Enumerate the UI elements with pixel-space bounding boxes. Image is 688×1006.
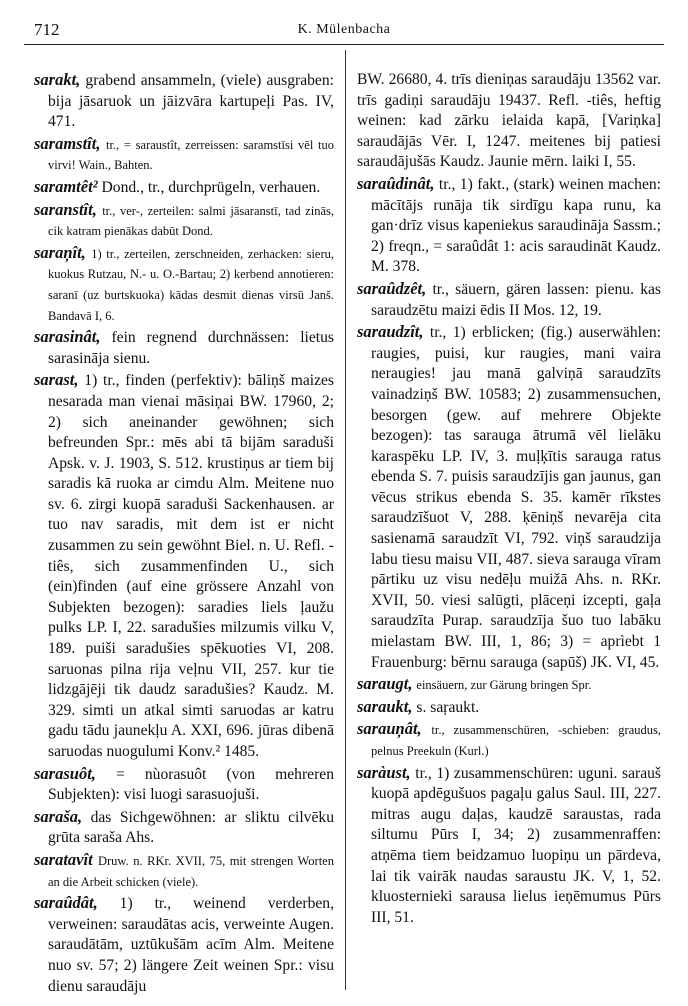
headword: sarauņât, xyxy=(357,719,422,739)
dictionary-entry xyxy=(357,322,661,673)
entry-text: einsäuern, zur Gärung bringen Spr. xyxy=(416,678,592,693)
dictionary-entry xyxy=(357,70,661,173)
entry-text: tr., ver-, zerteilen: salmi jāsaranstī, tad zinās, cik katram pienākas dabūt Dond. xyxy=(48,203,334,239)
column-divider xyxy=(345,50,346,990)
dictionary-entry xyxy=(34,200,334,242)
dictionary-entry xyxy=(34,370,334,762)
entry-text: 1) tr., finden (perfektiv): bāliņš maizes nesarada man vienai māsiņai BW. 17960, 2; 2) sich aneinander gewöhnen; sich befreunden Spr.: mēs abi tā bijām saraduši Apsk. v. J. 1903, S. 512. krustiņus ar tiem bij saradis kā ruoka ar cimdu Alm. Meitene nuo sv. 6. zirgi kuopā saraduši Sackenhausen. ar tuo nav saradis, mit dem ist er nicht zusammen zu sein gewöhnt Biel. n. U. Refl. -tiês, sich zusammenfinden U., sich (ein)finden (auf eine grössere Anzahl von Subjekten bezogen): saradies liels ļaužu pulks LP. I, 22. saradušies milzumis vilku V, 189. puiši saradušies spēkuoties VI, 208. saruonas pilna rija veļnu VII, 257. kur tie lidzgājēji tik daudz saradušies? Kaudz. M. 329. simti un atkal simti saruodas ar katru gadu tādu jaunekļu A. XXI, 696. jūras dibenā saruodas nuogulumi Konv.² 1485. xyxy=(48,372,334,760)
headword: sarast, xyxy=(34,370,79,390)
headword: saraugt, xyxy=(357,674,413,694)
headword: saratavît xyxy=(34,849,93,869)
dictionary-entry xyxy=(357,697,661,719)
dictionary-entry xyxy=(34,177,334,199)
dictionary-entry xyxy=(34,807,334,849)
entry-text: tr., säuern, gären lassen: pienu. kas saraudzētu maizi ēdis II Mos. 12, 19. xyxy=(371,280,661,319)
headword: saraša, xyxy=(34,806,83,826)
headword: saramstît, xyxy=(34,133,101,153)
headword: saraûdzêt, xyxy=(357,278,427,298)
running-head: K. Mülenbacha xyxy=(297,22,391,37)
dictionary-entry xyxy=(357,174,661,278)
dictionary-entry xyxy=(357,763,661,929)
headword: saraudzît, xyxy=(357,322,424,342)
dictionary-entry xyxy=(357,279,661,321)
entry-text: fein regnend durchnässen: lietus sarasināja sienu. xyxy=(48,329,334,367)
entry-text: tr., 1) erblicken; (fig.) auserwählen: raugies, puisi, kur raugies, mani vaira neraugies! jau manā galviņā saraudzīts vainadziņš BW. 10583; 2) zusammensuchen, besorgen (gew. auf mehrere Objekte bezogen): tas sarauga ātrumā vēl lielāku karaspēku LP. IV, 3. muļķītis sarauga ratus ebenda S. 7. puisis saraudzījis gan jaunus, gan vēcus strikus ebenda S. 35. kamēr rīkstes saraudzīšuot V, 288. ķēniņš nevarēja cita sasienamā saraudzīt VI, 792. viņš saraudzija labu tiesu maisu VII, 487. sieva sarauga vīram pārtiku uz visu nedēļu muižā Ahs. n. RKr. XVII, 50. viesi salūgti, plāceņi izcepti, gaļa saraudzīta Purap. saraudzīja šuo tuo labāku mielastam BW. III, 1, 86; 3) = aprìebt 1 Frauenburg: bērnu sarauga (sapūš) JK. VI, 45. xyxy=(371,324,661,671)
dictionary-entry xyxy=(34,243,334,326)
entry-text: s. saŗaukt. xyxy=(416,698,480,716)
headword: saraûdât, xyxy=(34,893,98,913)
entry-text: das Sichgewöhnen: ar sliktu cilvēku grūta saraša Ahs. xyxy=(48,808,334,847)
headword: sarasinât, xyxy=(34,327,101,347)
dictionary-entry xyxy=(34,764,334,806)
headword: sarasuôt, xyxy=(34,763,96,783)
dictionary-entry xyxy=(34,70,334,133)
dictionary-entry xyxy=(357,719,661,761)
entry-text: Druw. n. RKr. XVII, 75, mit strengen Worten an die Arbeit schicken (viele). xyxy=(48,853,334,889)
dictionary-entry xyxy=(34,850,334,892)
dictionary-entry xyxy=(34,327,334,369)
left-column xyxy=(34,70,334,998)
dictionary-entry xyxy=(34,893,334,997)
headword: saraņît, xyxy=(34,242,86,262)
entry-text: tr., 1) fakt., (stark) weinen machen: mācītājs runāja tik sirdīgu kapa runu, ka gan·drīz visus kapeniekus saraudināja Sassm.; 2) freqn., = saraûdât 1: acis saraudināt Kaudz. M. 378. xyxy=(371,175,662,276)
headword: saraûdinât, xyxy=(357,173,435,193)
entry-text: = nùorasuôt (von mehreren Subjekten): visi luogi sarasuojuši. xyxy=(48,765,334,804)
headword: saranstît, xyxy=(34,199,97,219)
entry-text: tr., 1) zusammenschüren: uguni. sarauš kuopā apdēgušuos pagaļu galus Saul. III, 227. mitras augu daļas, kaudzē saraustas, rada siltumu Pūrs I, 34; 2) zusammenraffen: atņēma tiem beidzamuo luopiņu un pārdeva, lai tik vairāk naudas saraustu JK. V, 1, 52. kluosternieki sarausa lielus ieņēmumus Pūrs III, 51. xyxy=(371,764,661,926)
headword: saraukt, xyxy=(357,696,413,716)
headword: sarakt, xyxy=(34,70,81,89)
headword: saramtêt² xyxy=(34,176,98,196)
page-number: 712 xyxy=(34,20,60,39)
page-header xyxy=(24,16,664,45)
entry-text: Dond., tr., durchprügeln, verhauen. xyxy=(101,178,321,196)
entry-text: tr., = saraustît, zerreissen: saramstīsi vēl tuo virvi! Wain., Bahten. xyxy=(48,137,334,173)
dictionary-entry xyxy=(34,134,334,176)
right-column xyxy=(357,70,661,929)
entry-text: 1) tr., weinend verderben, verweinen: saraudātas acis, verweinte Augen. saraudātām, uztūkušām acīm Alm. Meitene nuo sv. 57; 2) längere Zeit weinen Spr.: visu dienu saraudāju xyxy=(48,895,334,995)
entry-text: 1) tr., zerteilen, zerschneiden, zerhacken: sieru, kuokus Rutzau, N.- u. O.-Bartau; 2) kerbend annotieren: saranī (uz burtskuoka) kādas desmit dienas virsū Janš. Bandavā I, 6. xyxy=(48,246,335,323)
entry-text: tr., zusammenschüren, -schieben: graudus, pelnus Preekuln (Kurl.) xyxy=(371,723,661,758)
dictionary-entry xyxy=(357,674,661,696)
headword: saràust, xyxy=(357,762,411,782)
entry-text: grabend ansammeln, (viele) ausgraben: bija jāsaruok un jāizvāra kartupeļi Pas. IV, 471. xyxy=(48,72,334,131)
entry-text: BW. 26680, 4. trīs dieniņas saraudāju 13562 var. trīs gadiņi saraudāju 19437. Refl. -tiês, heftig weinen: kad zārku ielaida kapā, [Variņka] saraudājās Vēr. I, 1247. meitenes bij patiesi saraudājušās Kaudz. Jaunie mērn. laiki I, 55. xyxy=(357,71,661,171)
